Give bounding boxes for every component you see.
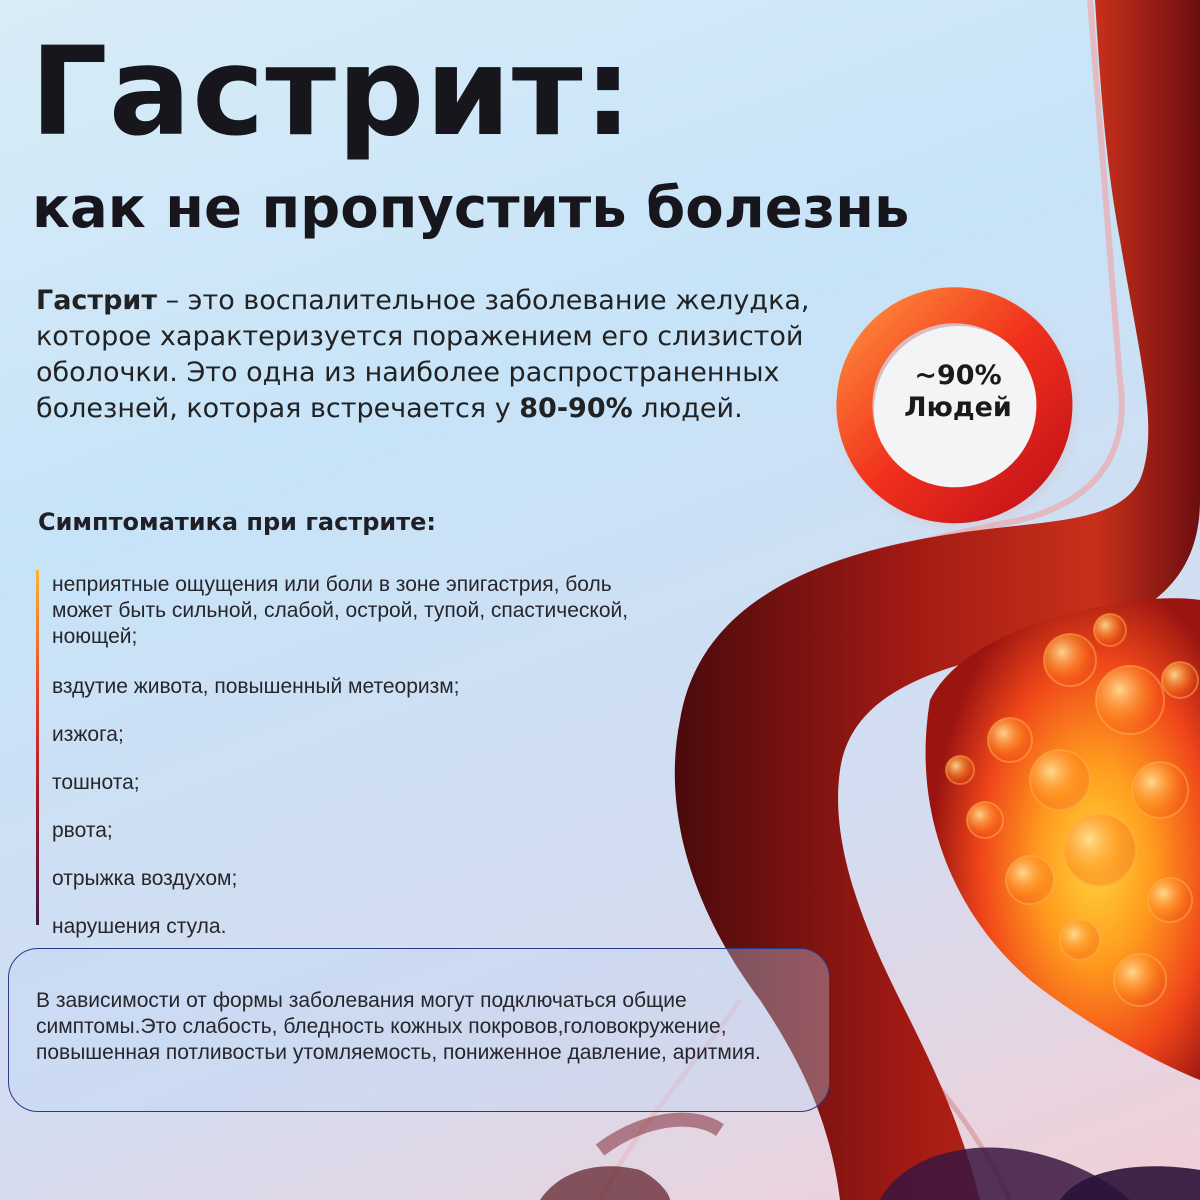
badge-value: ~90% (914, 360, 1002, 391)
note-text: В зависимости от формы заболевания могут подключаться общие симптомы.Это слабость, бледность кожных покровов,головокружение, повышенная потливостьи утомляемость, пониженное давление, аритмия. (36, 989, 761, 1064)
ring-badge-label (868, 360, 1048, 424)
symptoms-heading: Симптоматика при гастрите: (38, 508, 436, 536)
intro-text-1: – это воспалительное заболевание желудка, которое характеризуется поражением его слизистой оболочки. Это одна из наиболее распространенных болезней, которая встречается у (36, 285, 810, 424)
symptoms-list (52, 572, 652, 962)
intro-paragraph (36, 283, 826, 427)
list-item: тошнота; (52, 771, 140, 794)
page-subtitle: как не пропустить болезнь (32, 176, 910, 241)
intro-text-2: людей. (632, 393, 743, 424)
list-item: рвота; (52, 819, 113, 842)
list-item: неприятные ощущения или боли в зоне эпигастрия, боль может быть сильной, слабой, острой, тупой, спастической, ноющей; (52, 573, 629, 648)
page-title: Гастрит: (30, 21, 634, 163)
intro-highlight: 80-90% (519, 393, 633, 424)
list-item: отрыжка воздухом; (52, 867, 238, 890)
list-item: нарушения стула. (52, 915, 227, 938)
intro-term: Гастрит (36, 285, 157, 316)
symptoms-accent-bar (36, 570, 39, 925)
list-item: вздутие живота, повышенный метеоризм; (52, 675, 460, 698)
list-item: изжога; (52, 723, 124, 746)
badge-label: Людей (904, 392, 1012, 423)
